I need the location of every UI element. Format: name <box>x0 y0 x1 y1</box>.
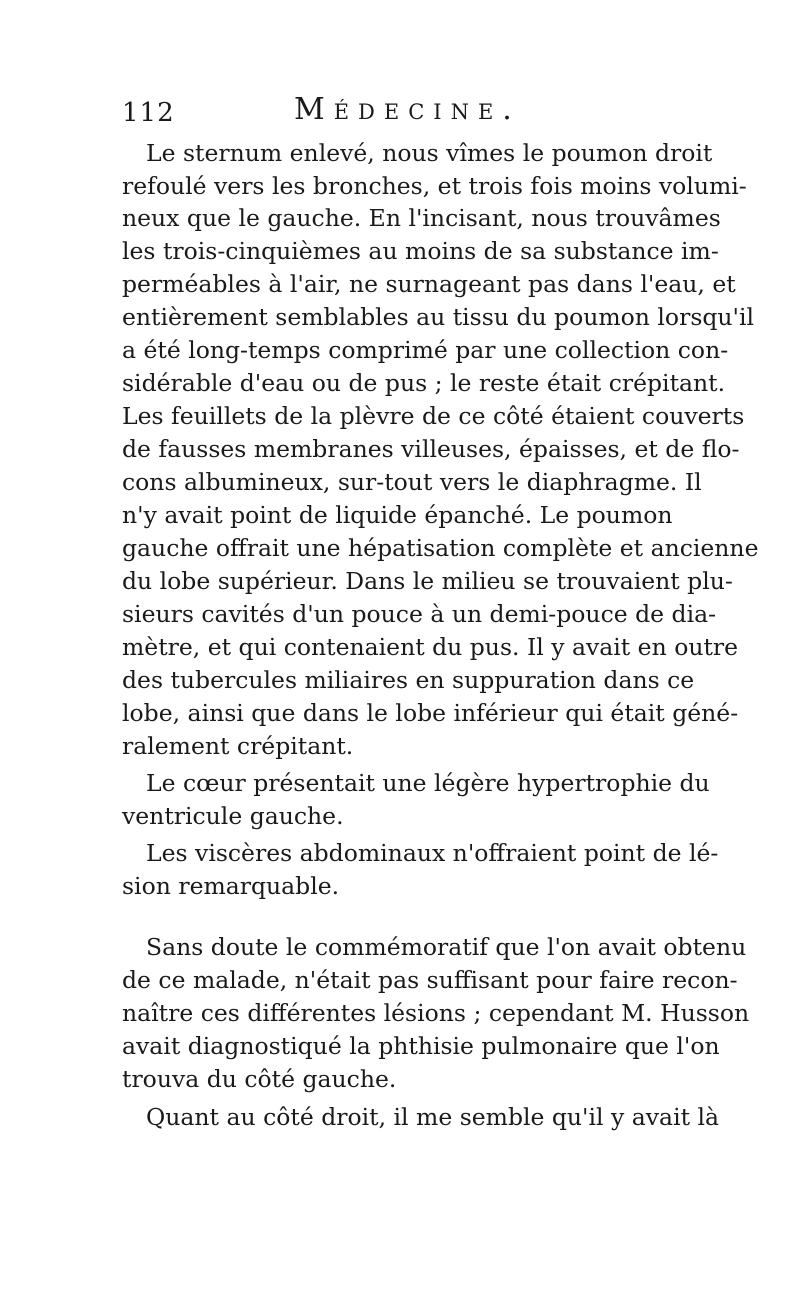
text-line: Les viscères abdominaux n'offraient point de lé- <box>146 839 719 867</box>
text-line: Le sternum enlevé, nous vîmes le poumon droit <box>146 139 713 167</box>
text-line: avait diagnostiqué la phthisie pulmonaire que l'on <box>122 1032 720 1060</box>
text-line: entièrement semblables au tissu du poumon lorsqu'il <box>122 303 755 331</box>
page-number: 112 <box>122 98 175 128</box>
text-line: a été long-temps comprimé par une collection con- <box>122 336 729 364</box>
text-line: de fausses membranes villeuses, épaisses, et de flo- <box>122 435 740 463</box>
text-line: naître ces différentes lésions ; cependant M. Husson <box>122 999 750 1027</box>
text-line: trouva du côté gauche. <box>122 1065 397 1093</box>
text-line: sidérable d'eau ou de pus ; le reste était crépitant. <box>122 369 726 397</box>
text-line: de ce malade, n'était pas suffisant pour faire recon- <box>122 966 738 994</box>
text-line: des tubercules miliaires en suppuration dans ce <box>122 666 695 694</box>
text-line: Quant au côté droit, il me semble qu'il y avait là <box>146 1103 720 1131</box>
text-line: gauche offrait une hépatisation complète et ancienne <box>122 534 759 562</box>
text-line: neux que le gauche. En l'incisant, nous trouvâmes <box>122 204 721 232</box>
text-line: perméables à l'air, ne surnageant pas dans l'eau, et <box>122 270 736 298</box>
text-line: sion remarquable. <box>122 872 340 900</box>
text-line: du lobe supérieur. Dans le milieu se trouvaient plu- <box>122 567 733 595</box>
text-line: cons albumineux, sur-tout vers le diaphragme. Il <box>122 468 702 496</box>
text-line: mètre, et qui contenaient du pus. Il y avait en outre <box>122 633 739 661</box>
page-header <box>122 92 682 132</box>
text-line: Le cœur présentait une légère hypertrophie du <box>146 769 710 797</box>
text-line: ralement crépitant. <box>122 732 354 760</box>
text-line: les trois-cinquièmes au moins de sa substance im- <box>122 237 719 265</box>
text-line: sieurs cavités d'un pouce à un demi-pouce de dia- <box>122 600 717 628</box>
running-head: Médecine. <box>294 92 521 127</box>
text-line: lobe, ainsi que dans le lobe inférieur qui était géné- <box>122 699 739 727</box>
text-line: Sans doute le commémoratif que l'on avait obtenu <box>146 933 747 961</box>
text-line: refoulé vers les bronches, et trois fois moins volumi- <box>122 172 747 200</box>
text-line: ventricule gauche. <box>122 802 344 830</box>
text-line: n'y avait point de liquide épanché. Le poumon <box>122 501 673 529</box>
text-line: Les feuillets de la plèvre de ce côté étaient couverts <box>122 402 745 430</box>
